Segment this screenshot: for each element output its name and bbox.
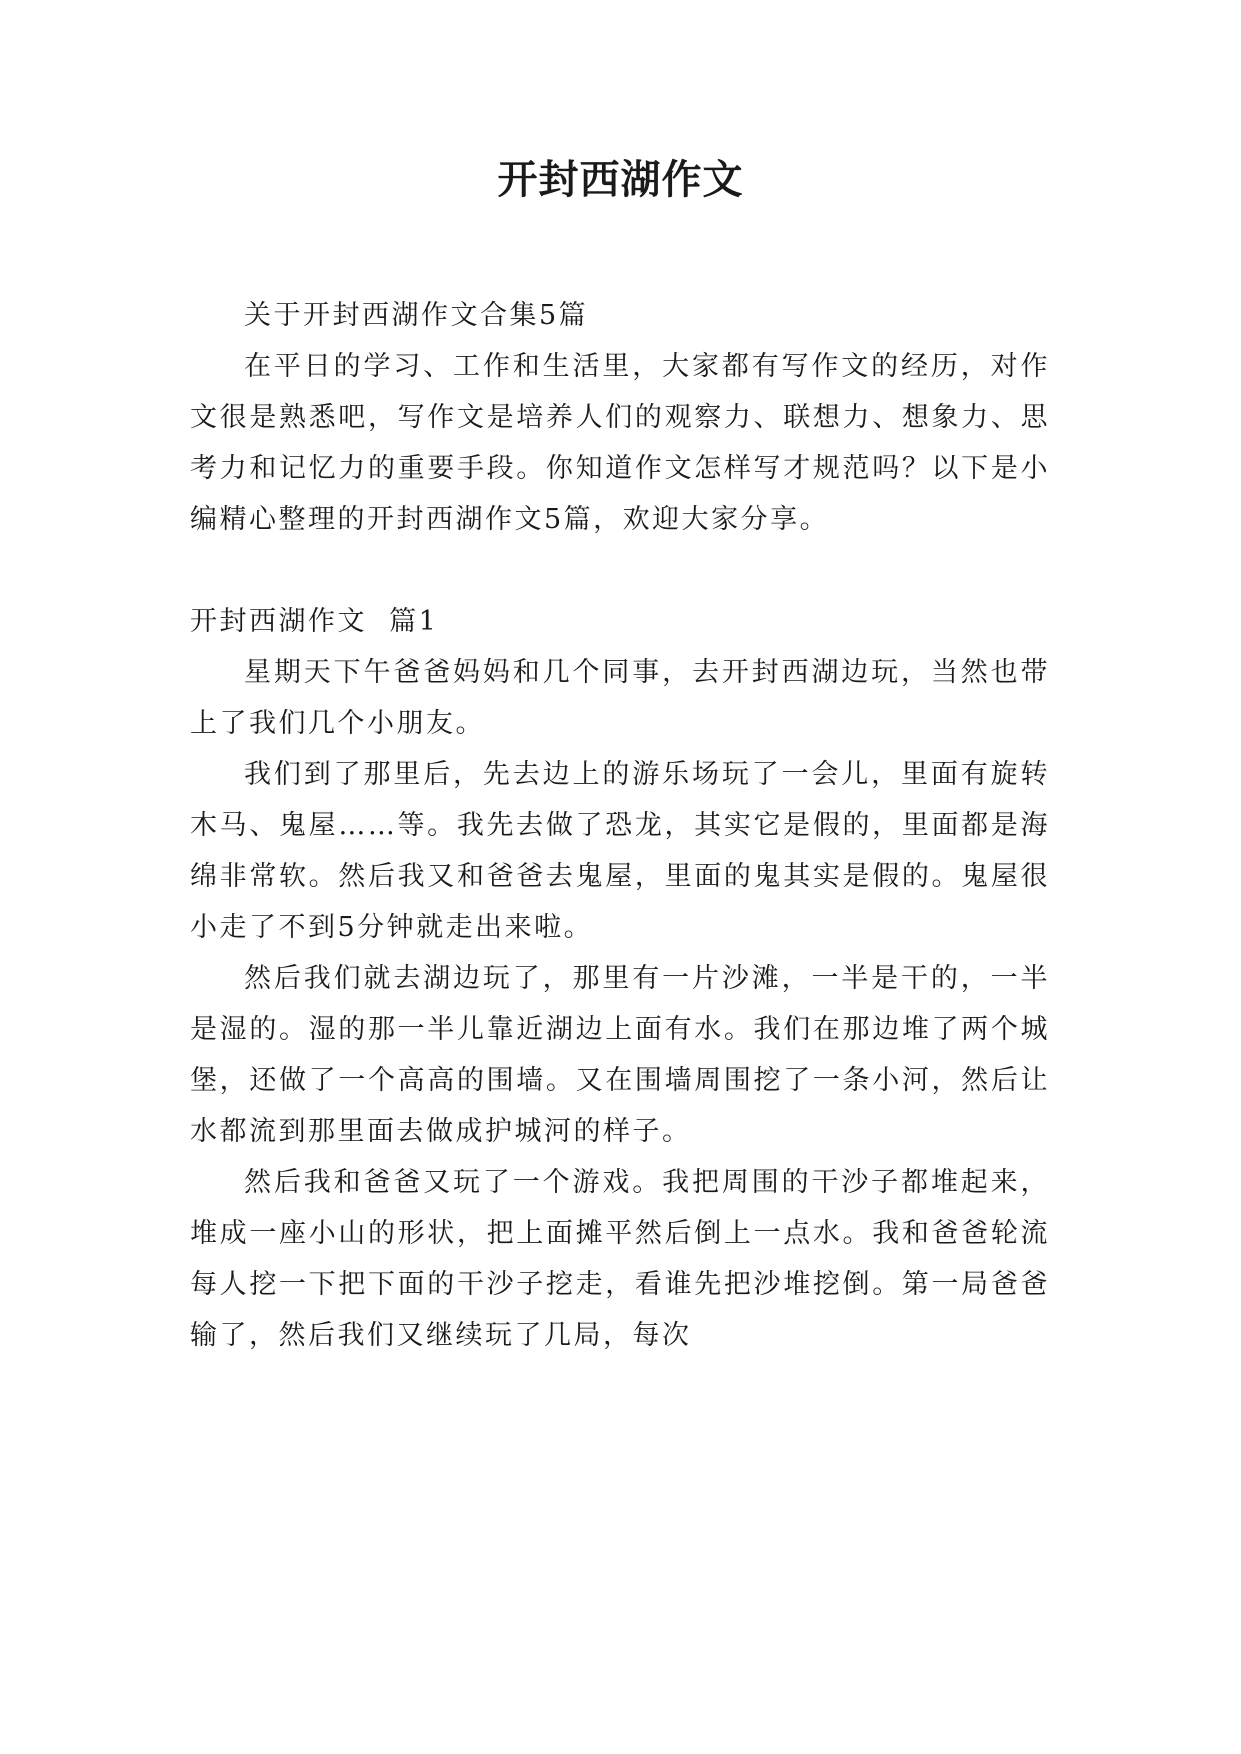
body-paragraph: 然后我们就去湖边玩了，那里有一片沙滩，一半是干的，一半是湿的。湿的那一半儿靠近湖边上面有水。我们在那边堆了两个城堡，还做了一个高高的围墙。又在围墙周围挖了一条小河，然后让水都流到那里面去做成护城河的样子。 xyxy=(190,963,1050,1147)
body-paragraph: 星期天下午爸爸妈妈和几个同事，去开封西湖边玩，当然也带上了我们几个小朋友。 xyxy=(190,657,1050,739)
document-body xyxy=(190,290,1050,1361)
section-spacer xyxy=(190,545,1050,596)
body-paragraph: 我们到了那里后，先去边上的游乐场玩了一会儿，里面有旋转木马、鬼屋……等。我先去做了恐龙，其实它是假的，里面都是海绵非常软。然后我又和爸爸去鬼屋，里面的鬼其实是假的。鬼屋很小走了不到5分钟就走出来啦。 xyxy=(190,759,1050,943)
document-subtitle: 关于开封西湖作文合集5篇 xyxy=(244,300,589,331)
document-title: 开封西湖作文 xyxy=(497,157,744,203)
section-heading: 开封西湖作文 篇1 xyxy=(190,606,439,637)
body-paragraph: 然后我和爸爸又玩了一个游戏。我把周围的干沙子都堆起来，堆成一座小山的形状，把上面摊平然后倒上一点水。我和爸爸轮流每人挖一下把下面的干沙子挖走，看谁先把沙堆挖倒。第一局爸爸输了，然后我们又继续玩了几局，每次 xyxy=(190,1167,1050,1351)
intro-paragraph: 在平日的学习、工作和生活里，大家都有写作文的经历，对作文很是熟悉吧，写作文是培养人们的观察力、联想力、想象力、思考力和记忆力的重要手段。你知道作文怎样写才规范吗？以下是小编精心整理的开封西湖作文5篇，欢迎大家分享。 xyxy=(190,351,1050,535)
